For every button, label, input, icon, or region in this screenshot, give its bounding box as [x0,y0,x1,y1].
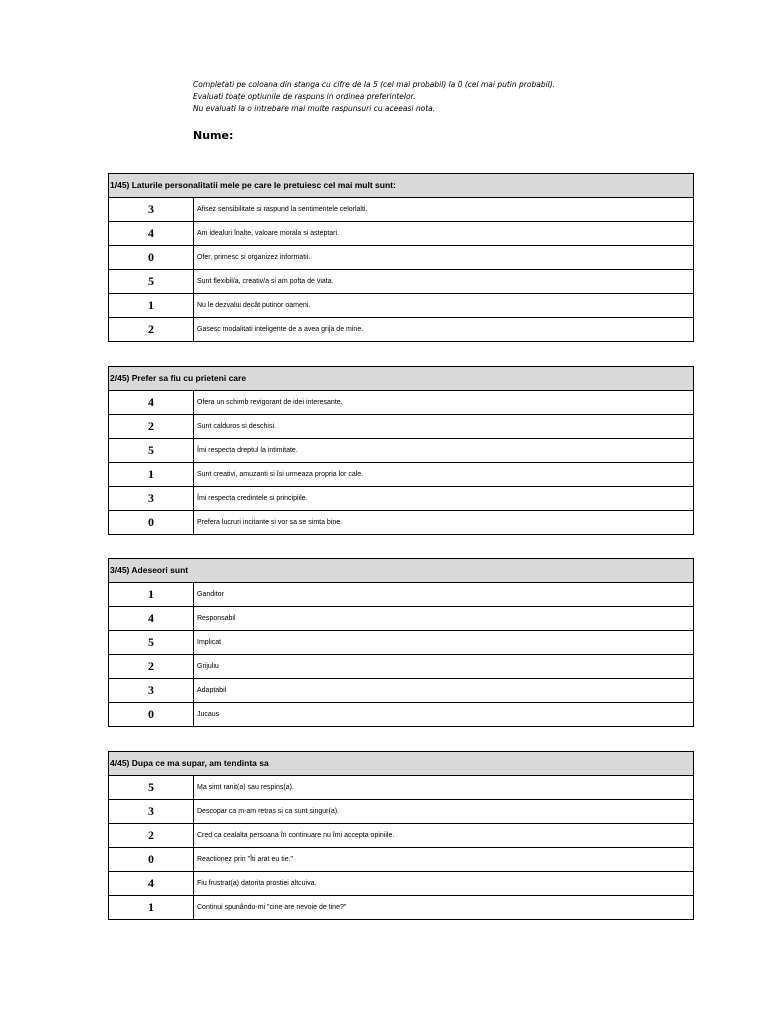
score-cell[interactable]: 3 [109,800,194,823]
answer-text: Responsabil [197,615,236,622]
score-cell[interactable]: 1 [109,583,194,606]
answer-text: Sunt flexibil/a, creativ/a si am pofta de viata. [197,278,334,285]
score-cell[interactable]: 4 [109,222,194,245]
answer-row [109,848,693,872]
answer-row [109,294,693,318]
answer-text: Prefera lucruri incitante si vor sa se simta bine. [197,519,343,526]
score-cell[interactable]: 0 [109,246,194,269]
score-cell[interactable]: 1 [109,294,194,317]
answer-row [109,415,693,439]
answer-row [109,246,693,270]
score-cell[interactable]: 2 [109,318,194,341]
instructions [193,79,713,115]
score-cell[interactable]: 0 [109,848,194,871]
score-cell[interactable]: 4 [109,391,194,414]
answer-text: Ofer, primesc si organizez informatii. [197,254,311,261]
answer-text: Ma simt ranit(a) sau respins(a). [197,784,294,791]
score-cell[interactable]: 5 [109,439,194,462]
question-title: 1/45) Laturile personalitatii mele pe care le pretuiesc cel mai mult sunt: [109,174,693,198]
name-label: Nume: [193,129,234,142]
answer-row [109,391,693,415]
question-title: 4/45) Dupa ce ma supar, am tendinta sa [109,752,693,776]
score-cell[interactable]: 5 [109,270,194,293]
answer-text: Fiu frustrat(a) datorita prostiei altcuiva. [197,880,317,887]
question-title: 3/45) Adeseori sunt [109,559,693,583]
instruction-line: Evaluati toate optiunile de raspuns in ordinea preferintelor. [193,92,416,101]
score-cell[interactable]: 1 [109,896,194,919]
score-cell[interactable]: 2 [109,655,194,678]
answer-row [109,800,693,824]
answer-row [109,896,693,919]
answer-text: Reactionez prin "Îti arat eu tie." [197,856,294,863]
answer-text: Jucaus [197,711,220,718]
answer-text: Îmi respecta dreptul la intimitate. [197,447,298,454]
answer-text: Gasesc modalitati inteligente de a avea grija de mine. [197,326,364,333]
answer-row [109,631,693,655]
answer-text: Sunt creativi, amuzanti si îsi urmeaza propria lor cale. [197,471,364,478]
answer-row [109,703,693,726]
answer-text: Ofera un schimb revigorant de idei interesante. [197,399,343,406]
answer-text: Descopar ca m-am retras si ca sunt singur(a). [197,808,339,815]
score-cell[interactable]: 4 [109,872,194,895]
score-cell[interactable]: 5 [109,776,194,799]
score-cell[interactable]: 0 [109,511,194,534]
answer-text: Ganditor [197,591,224,598]
answer-text: Afisez sensibilitate si raspund la sentimentele celorlalti. [197,206,368,213]
score-cell[interactable]: 1 [109,463,194,486]
answer-text: Implicat [197,639,222,646]
answer-row [109,270,693,294]
answer-text: Grijuliu [197,663,219,670]
score-cell[interactable]: 5 [109,631,194,654]
answer-row [109,318,693,341]
score-cell[interactable]: 3 [109,679,194,702]
answer-text: Adaptabil [197,687,227,694]
score-cell[interactable]: 2 [109,824,194,847]
answer-row [109,824,693,848]
instruction-line: Nu evaluati la o intrebare mai multe raspunsuri cu aceeasi nota. [193,104,436,113]
answer-row [109,776,693,800]
answer-text: Sunt calduros si deschisi. [197,423,276,430]
answer-row [109,439,693,463]
instruction-line: Completati pe coloana din stanga cu cifre de la 5 (cel mai probabil) la 0 (cel mai putin probabil). [193,80,556,89]
answer-row [109,198,693,222]
answer-row [109,222,693,246]
score-cell[interactable]: 4 [109,607,194,630]
question-block [108,558,694,727]
question-block [108,173,694,342]
answer-row [109,872,693,896]
score-cell[interactable]: 3 [109,198,194,221]
score-cell[interactable]: 2 [109,415,194,438]
answer-text: Continui spunându-mi "cine are nevoie de tine?" [197,904,347,911]
score-cell[interactable]: 3 [109,487,194,510]
answer-row [109,607,693,631]
answer-row [109,511,693,534]
answer-text: Am idealuri înalte, valoare morala si asteptari. [197,230,340,237]
answer-row [109,655,693,679]
answer-text: Cred ca cealalta persoana în continuare nu îmi accepta opiniile. [197,832,395,839]
question-block [108,366,694,535]
answer-row [109,487,693,511]
question-title: 2/45) Prefer sa fiu cu prieteni care [109,367,693,391]
question-block [108,751,694,920]
answer-row [109,463,693,487]
score-cell[interactable]: 0 [109,703,194,726]
answer-text: Nu le dezvalui decât putinor oameni. [197,302,311,309]
answer-row [109,583,693,607]
answer-row [109,679,693,703]
answer-text: Îmi respecta credintele si principiile. [197,495,308,502]
